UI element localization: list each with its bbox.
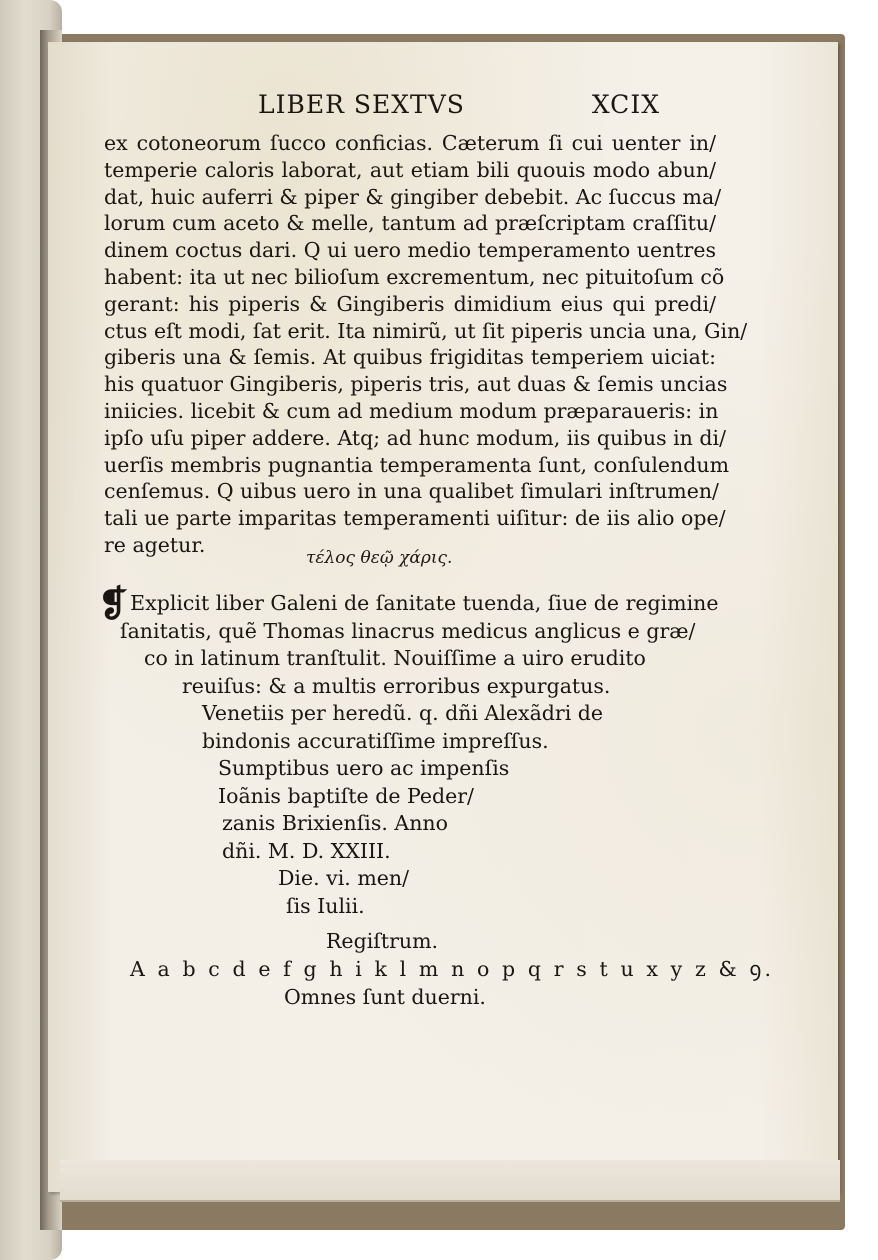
colophon-line-text: Explicit liber Galeni de ſanitate tuenda, ſiue de regimine [130,591,719,615]
colophon [98,583,719,920]
colophon-line: Sumptibus uero ac impenſis [218,756,510,780]
colophon-line: dñi. M. D. XXIII. [222,838,391,863]
colophon-line: ſis Iulii. [286,893,365,918]
text-line: cenſemus. Q uibus uero in una qualibet ſimulari inſtrumen/ [104,479,719,504]
text-line: ctus eſt modi, ſat erit. Ita nimirũ, ut ſit piperis uncia una, Gin/ [104,318,748,343]
text-line: re agetur. [104,532,206,557]
page-stack-edge [60,1160,840,1202]
colophon-line: bindonis accuratiſſime impreſſus. [202,728,549,753]
text-line: dinem coctus dari. Q ui uero medio temperamento uentres [104,238,716,263]
colophon-line [98,583,719,625]
text-line: tali ue parte imparitas temperamenti uiſitur: de iis alio ope/ [104,506,726,531]
colophon-line: Ioãnis baptiſte de Peder/ [218,783,474,808]
text-line: lorum cum aceto & melle, tantum ad præſcriptam craſſitu/ [104,211,716,236]
colophon-line: reuiſus: & a multis erroribus expurgatus. [182,673,611,698]
text-line: dat, huic auferri & piper & gingiber debebit. Ac ſuccus ma/ [104,184,722,209]
colophon-line: Die. vi. men/ [278,866,410,890]
colophon-line: Venetiis per heredũ. q. dñi Alexãdri de [202,701,604,725]
colophon-line: co in latinum tranſtulit. Nouiſſime a uiro erudito [144,646,646,670]
page-header [258,90,678,126]
registrum-signatures: A a b c d e f g h i k l m n o p q r s t u x y z & ꝯ. [130,957,775,981]
text-line: iniicies. licebit & cum ad medium modum præparaueris: in [104,398,719,423]
text-line: his quatuor Gingiberis, piperis tris, aut duas & ſemis uncias [104,372,728,397]
text-line: uerſis membris pugnantia temperamenta ſunt, conſulendum [104,452,730,477]
colophon-line: zanis Brixienſis. Anno [222,811,448,835]
running-title: LIBER SEXTVS [258,90,465,119]
registrum-note: Omnes ſunt duerni. [284,985,486,1009]
text-line: habent: ita ut nec bilioſum excrementum, nec pituitoſum cõ [104,264,725,289]
folio-number: XCIX [591,90,660,119]
body-text [104,130,748,559]
text-line: giberis una & ſemis. At quibus frigiditas temperiem uiciat: [104,345,716,370]
text-line: ipſo uſu piper addere. Atq; ad hunc modum, iis quibus in di/ [104,425,726,450]
text-line: temperie caloris laborat, aut etiam bili quouis modo abun/ [104,157,716,182]
text-line: gerant: his piperis & Gingiberis dimidium eius qui predi/ [104,291,716,316]
pilcrow-icon: ❡ [98,583,129,625]
registrum-title: Regiſtrum. [326,929,439,953]
colophon-line: ſanitatis, quẽ Thomas linacrus medicus anglicus e græ/ [120,618,696,643]
text-line: ex cotoneorum ſucco conficias. Cæterum ſi cui uenter in/ [104,131,716,155]
greek-finis: τέλος θεῷ χάρις. [306,548,453,568]
